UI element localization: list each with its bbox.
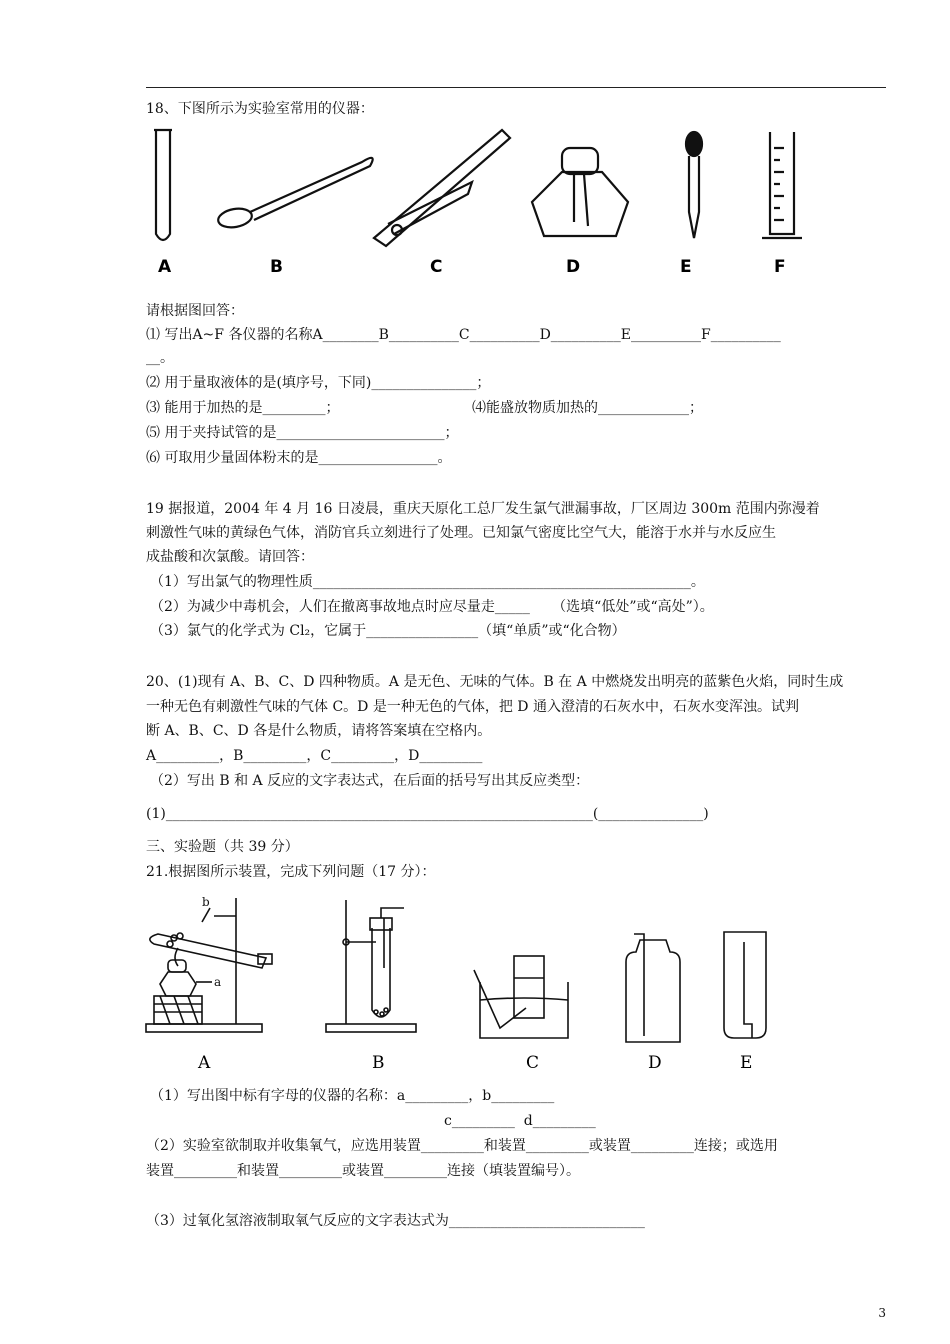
- q18-label-d: D: [566, 257, 581, 277]
- apparatus-b-icon: [326, 900, 416, 1032]
- q18-title: 18、下图所示为实验室常用的仪器：: [146, 101, 374, 117]
- label-a: a: [214, 975, 222, 989]
- q19-para-line2: 刺激性气味的黄绿色气体，消防官兵立刻进行了处理。已知氯气密度比空气大，能溶于水并与水反应生: [146, 525, 776, 541]
- graduated-cylinder-icon: [762, 132, 802, 238]
- test-tube-holder-icon: [374, 130, 510, 246]
- q21-sub1: （1）写出图中标有字母的仪器的名称：a_________，b_________: [150, 1088, 555, 1104]
- q20-para-line3: 断 A、B、C、D 各是什么物质，请将答案填在空格内。: [146, 723, 492, 739]
- q21-sub2-cont: 装置_________和装置_________或装置_________连接（填装置编号）。: [146, 1163, 580, 1179]
- q18-instruments-figure: [142, 122, 822, 280]
- test-tube-icon: [156, 130, 170, 240]
- apparatus-a-icon: [146, 898, 272, 1032]
- q19-sub1: （1）写出氯气的物理性质______________________________________________________。: [150, 574, 705, 590]
- q21-label-b: B: [372, 1053, 385, 1073]
- q19-sub3: （3）氯气的化学式为 Cl₂，它属于________________（填“单质”或“化合物）: [150, 623, 626, 639]
- q21-sub3: （3）过氧化氢溶液制取氧气反应的文字表达式为____________________________: [146, 1213, 645, 1229]
- q18-item1-cont: __。: [146, 350, 174, 366]
- q18-label-a: A: [158, 257, 172, 277]
- apparatus-e-icon: [724, 932, 766, 1038]
- q18-item2: ⑵ 用于量取液体的是(填序号，下同)_______________；: [146, 375, 491, 391]
- q18-item1: ⑴ 写出A~F 各仪器的名称A________B__________C__________D__________E__________F__________: [146, 327, 781, 343]
- q18-intro: 请根据图回答：: [146, 303, 244, 319]
- apparatus-c-icon: [474, 956, 568, 1038]
- q21-label-c: C: [526, 1053, 540, 1073]
- q19-para-line3: 成盐酸和次氯酸。请回答：: [146, 549, 314, 565]
- q20-sub2: （2）写出 B 和 A 反应的文字表达式，在后面的括号写出其反应类型：: [150, 773, 590, 789]
- q21-label-d: D: [648, 1053, 662, 1073]
- q21-sub1-cont: c_________ d_________: [444, 1113, 596, 1129]
- q18-item6: ⑹ 可取用少量固体粉末的是_________________。: [146, 450, 452, 466]
- label-b: b: [202, 895, 210, 909]
- q18-item3: ⑶ 能用于加热的是_________；: [146, 400, 340, 416]
- q18-label-f: F: [774, 257, 786, 277]
- q20-equation-blank: (1)_____________________________________________________________(_______________): [146, 806, 709, 822]
- q18-label-b: B: [270, 257, 283, 277]
- q21-sub2: （2）实验室欲制取并收集氧气，应选用装置_________和装置_________或装置_________连接；或选用: [146, 1138, 778, 1154]
- q20-para-line2: 一种无色有刺激性气味的气体 C。D 是一种无色的气体，把 D 通入澄清的石灰水中，石灰水变浑浊。试判: [146, 699, 799, 715]
- dropper-icon: [686, 132, 702, 238]
- section-3-heading: 三、实验题（共 39 分）: [146, 839, 299, 855]
- q18-item4: ⑷能盛放物质加热的_____________；: [472, 400, 703, 416]
- apparatus-d-icon: [626, 934, 680, 1042]
- header-rule: [146, 87, 886, 88]
- alcohol-lamp-icon: [532, 148, 628, 236]
- medicine-spoon-icon: [217, 158, 373, 230]
- q21-title: 21.根据图所示装置，完成下列问题（17 分）：: [146, 864, 436, 880]
- q21-label-a: A: [198, 1053, 211, 1073]
- q20-para-line1: 20、(1)现有 A、B、C、D 四种物质。A 是无色、无味的气体。B 在 A 中燃烧发出明亮的蓝紫色火焰，同时生成: [146, 674, 844, 690]
- q20-answers: A_________，B_________，C_________，D_________: [146, 748, 483, 764]
- q21-label-e: E: [740, 1053, 753, 1073]
- q21-apparatus-figure: [140, 888, 790, 1074]
- q18-item5: ⑸ 用于夹持试管的是________________________；: [146, 425, 459, 441]
- q18-label-c: C: [430, 257, 443, 277]
- q18-label-e: E: [680, 257, 692, 277]
- q19-sub2: （2）为减少中毒机会，人们在撤离事故地点时应尽量走_____ （选填“低处”或“高处”）。: [150, 599, 714, 615]
- page-number: 3: [878, 1306, 886, 1320]
- q19-para-line1: 19 据报道，2004 年 4 月 16 日凌晨，重庆天原化工总厂发生氯气泄漏事故，厂区周边 300m 范围内弥漫着: [146, 501, 820, 517]
